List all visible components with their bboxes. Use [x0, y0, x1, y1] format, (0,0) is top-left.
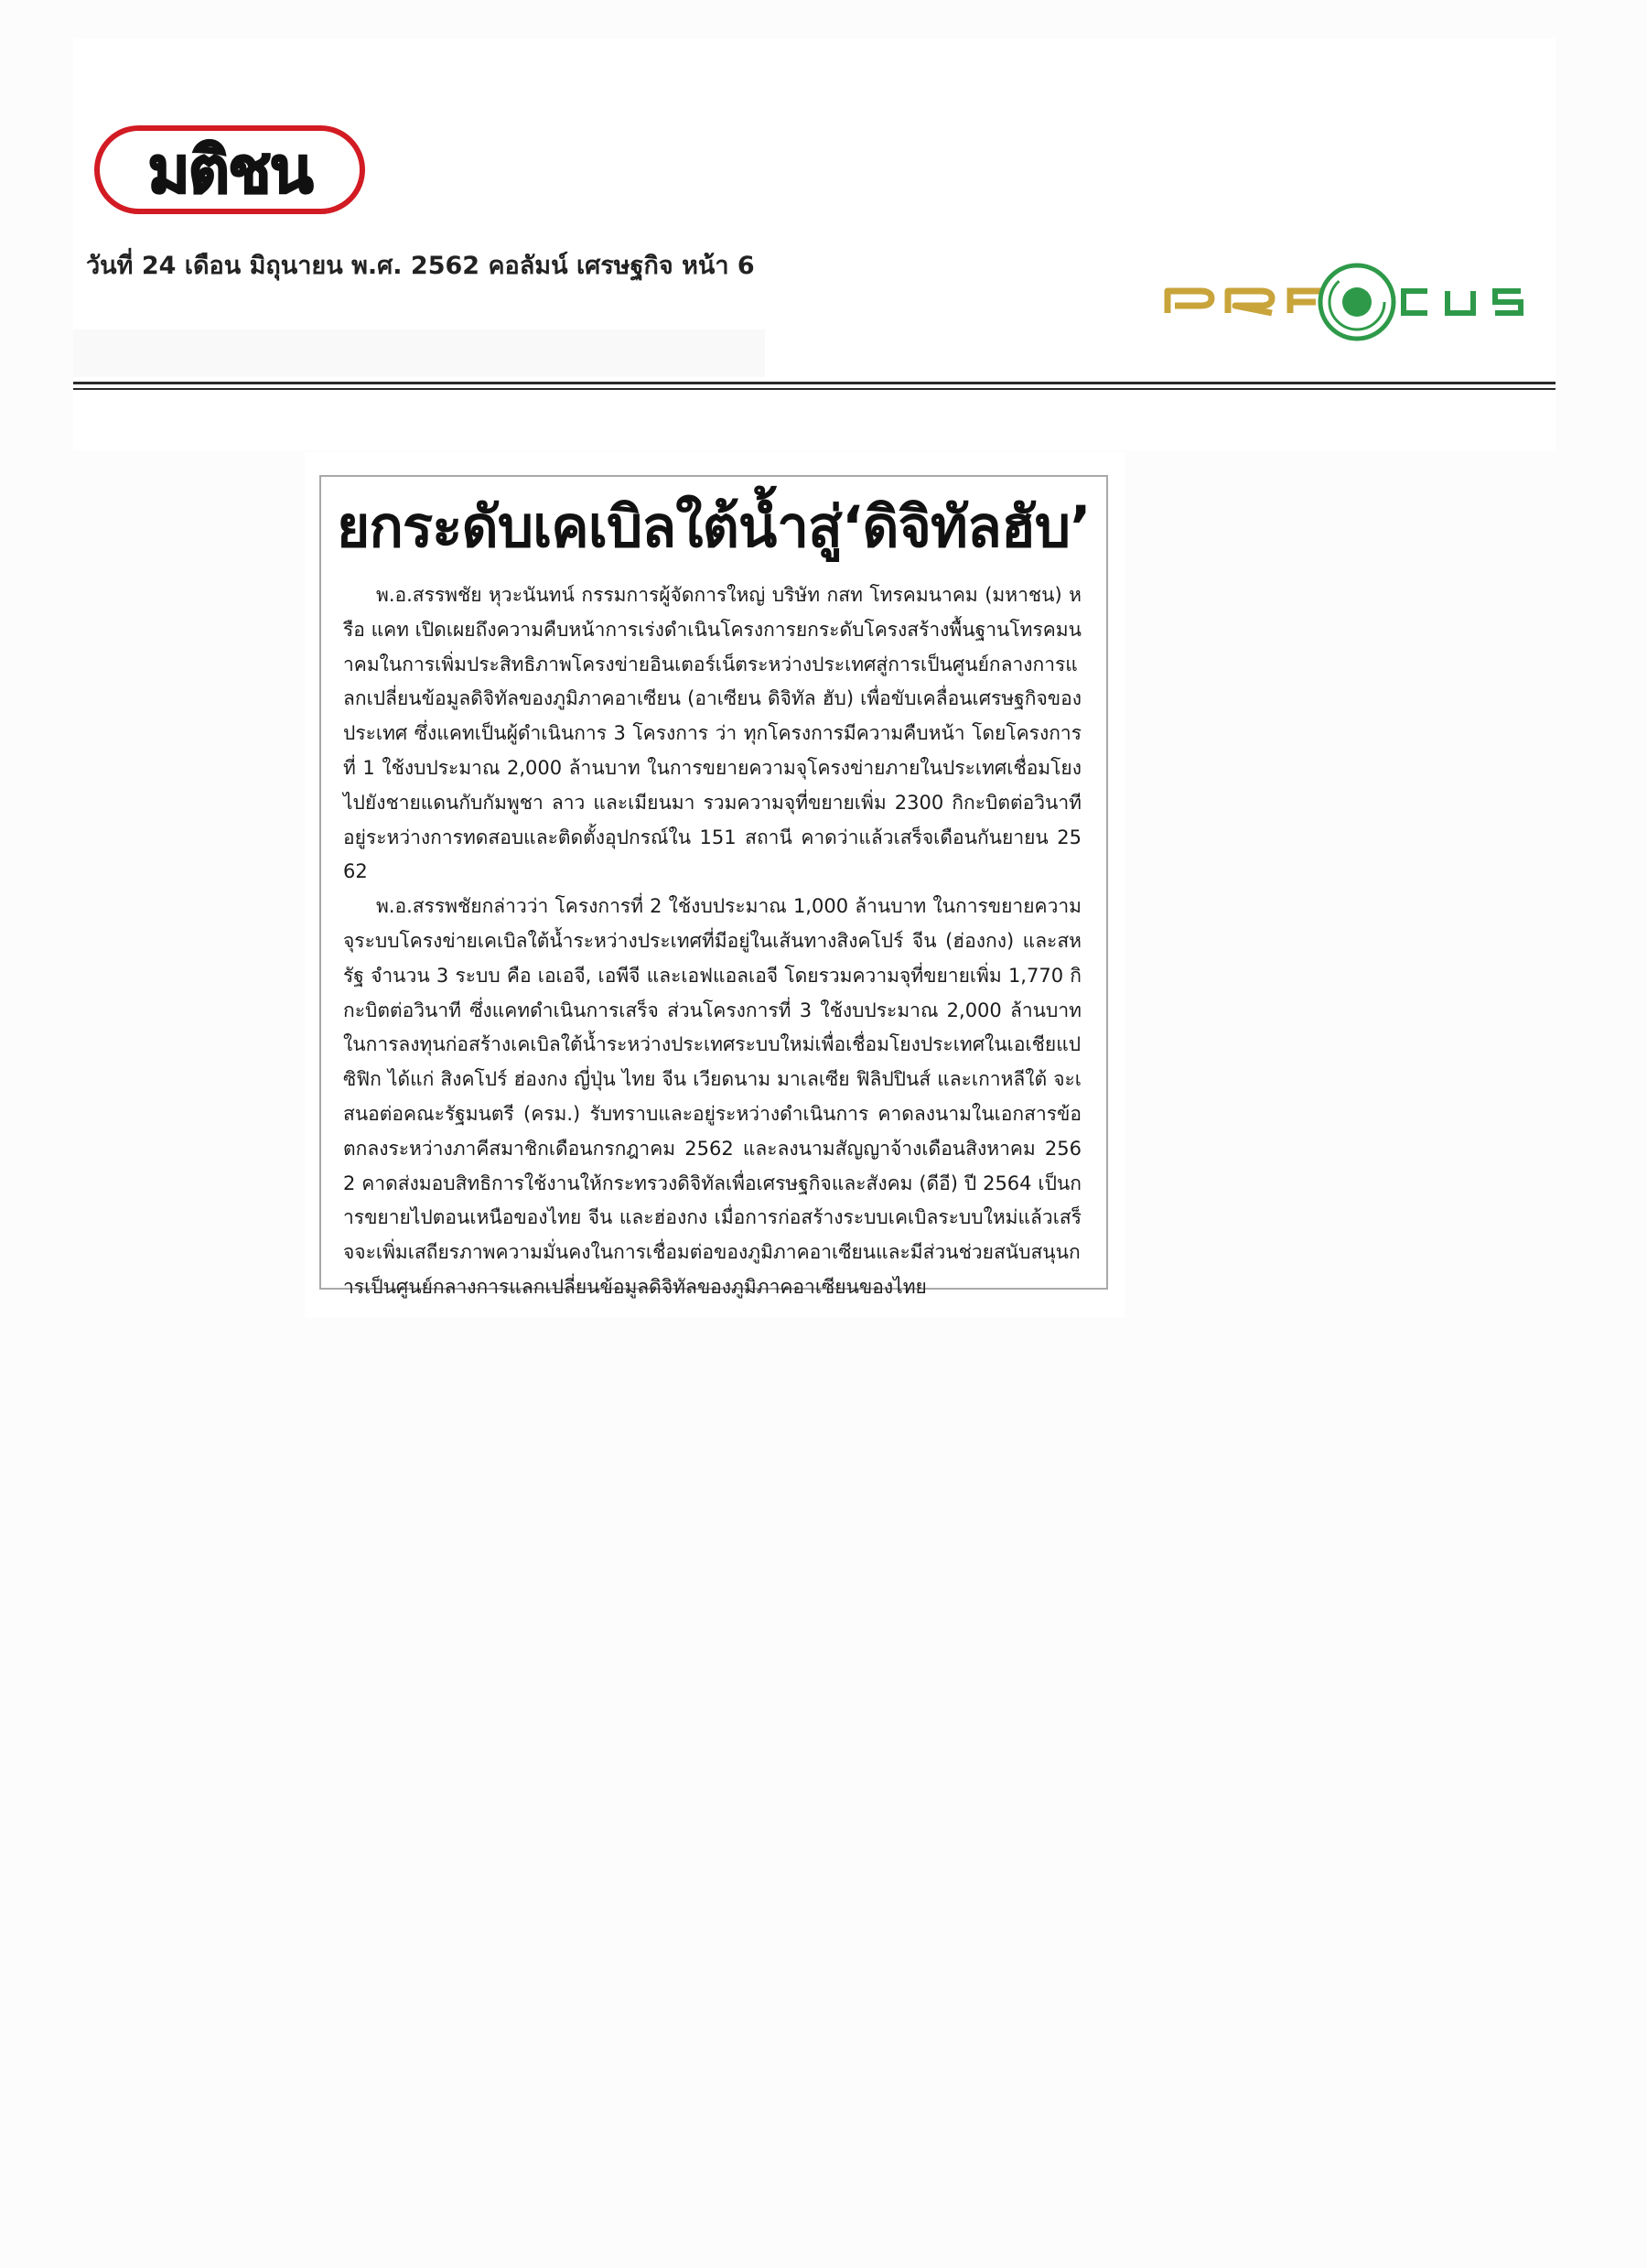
matichon-logo-text: มติชน [147, 132, 312, 208]
prfocus-letter-s [1495, 291, 1521, 313]
prfocus-letter-u [1448, 291, 1473, 313]
prfocus-letter-c [1404, 291, 1427, 313]
prfocus-logo-graphic [1162, 256, 1537, 357]
article-body [343, 578, 1082, 1305]
prfocus-letter-p [1168, 291, 1211, 313]
article-paragraph-1: พ.อ.สรรพชัย หุวะนันทน์ กรรมการผู้จัดการใหญ่ บริษัท กสท โทรคมนาคม (มหาชน) หรือ แคท เปิดเผยถึงความคืบหน้าการเร่งดำเนินโครงการยกระดับโครงสร้างพื้นฐานโทรคมนาคมในการเพิ่มประสิทธิภาพโครงข่ายอินเตอร์เน็ตระหว่างประเทศสู่การเป็นศูนย์กลางการแลกเปลี่ยนข้อมูลดิจิทัลของภูมิภาคอาเซียน (อาเซียน ดิจิทัล ฮับ) เพื่อขับเคลื่อนเศรษฐกิจของประเทศ ซึ่งแคทเป็นผู้ดำเนินการ 3 โครงการ ว่า ทุกโครงการมีความคืบหน้า โดยโครงการที่ 1 ใช้งบประมาณ 2,000 ล้านบาท ในการขยายความจุโครงข่ายภายในประเทศเชื่อมโยงไปยังชายแดนกับกัมพูชา ลาว และเมียนมา รวมความจุที่ขยายเพิ่ม 2300 กิกะบิตต่อวินาที อยู่ระหว่างการทดสอบและติดตั้งอุปกรณ์ใน 151 สถานี คาดว่าแล้วเสร็จเดือนกันยายน 2562 [343, 584, 1082, 883]
header-strip [73, 329, 765, 377]
prfocus-center-dot [1342, 287, 1372, 317]
matichon-logo [94, 125, 365, 214]
prfocus-logo [1162, 256, 1537, 357]
article-paragraph-2: พ.อ.สรรพชัยกล่าวว่า โครงการที่ 2 ใช้งบประมาณ 1,000 ล้านบาท ในการขยายความจุระบบโครงข่ายเคเบิลใต้น้ำระหว่างประเทศที่มีอยู่ในเส้นทางสิงคโปร์ จีน (ฮ่องกง) และสหรัฐ จำนวน 3 ระบบ คือ เอเอจี, เอพีจี และเอฟแอลเอจี โดยรวมความจุที่ขยายเพิ่ม 1,770 กิกะบิตต่อวินาที ซึ่งแคทดำเนินการเสร็จ ส่วนโครงการที่ 3 ใช้งบประมาณ 2,000 ล้านบาท ในการลงทุนก่อสร้างเคเบิลใต้น้ำระหว่างประเทศระบบใหม่เพื่อเชื่อมโยงประเทศในเอเชียแปซิฟิก ได้แก่ สิงคโปร์ ฮ่องกง ญี่ปุ่น ไทย จีน เวียดนาม มาเลเซีย ฟิลิปปินส์ และเกาหลีใต้ จะเสนอต่อคณะรัฐมนตรี (ครม.) รับทราบและอยู่ระหว่างดำเนินการ คาดลงนามในเอกสารข้อตกลงระหว่างภาคีสมาชิกเดือนกรกฎาคม 2562 และลงนามสัญญาจ้างเดือนสิงหาคม 2562 คาดส่งมอบสิทธิการใช้งานให้กระทรวงดิจิทัลเพื่อเศรษฐกิจและสังคม (ดีอี) ปี 2564 เป็นการขยายไปตอนเหนือของไทย จีน และฮ่องกง เมื่อการก่อสร้างระบบเคเบิลระบบใหม่แล้วเสร็จจะเพิ่มเสถียรภาพความมั่นคงในการเชื่อมต่อของภูมิภาคอาเซียนและมีส่วนช่วยสนับสนุนการเป็นศูนย์กลางการแลกเปลี่ยนข้อมูลดิจิทัลของภูมิภาคอาเซียนของไทย [343, 895, 1082, 1298]
header-rule-top [73, 382, 1556, 384]
header-rule-bottom [73, 388, 1556, 390]
prfocus-letter-r [1228, 291, 1272, 313]
article-headline: ยกระดับเคเบิลใต้น้ำสู่‘ดิจิทัลฮับ’ [337, 493, 1091, 560]
publication-date-line: วันที่ 24 เดือน มิถุนายน พ.ศ. 2562 คอลัมน์ เศรษฐกิจ หน้า 6 [86, 252, 755, 280]
